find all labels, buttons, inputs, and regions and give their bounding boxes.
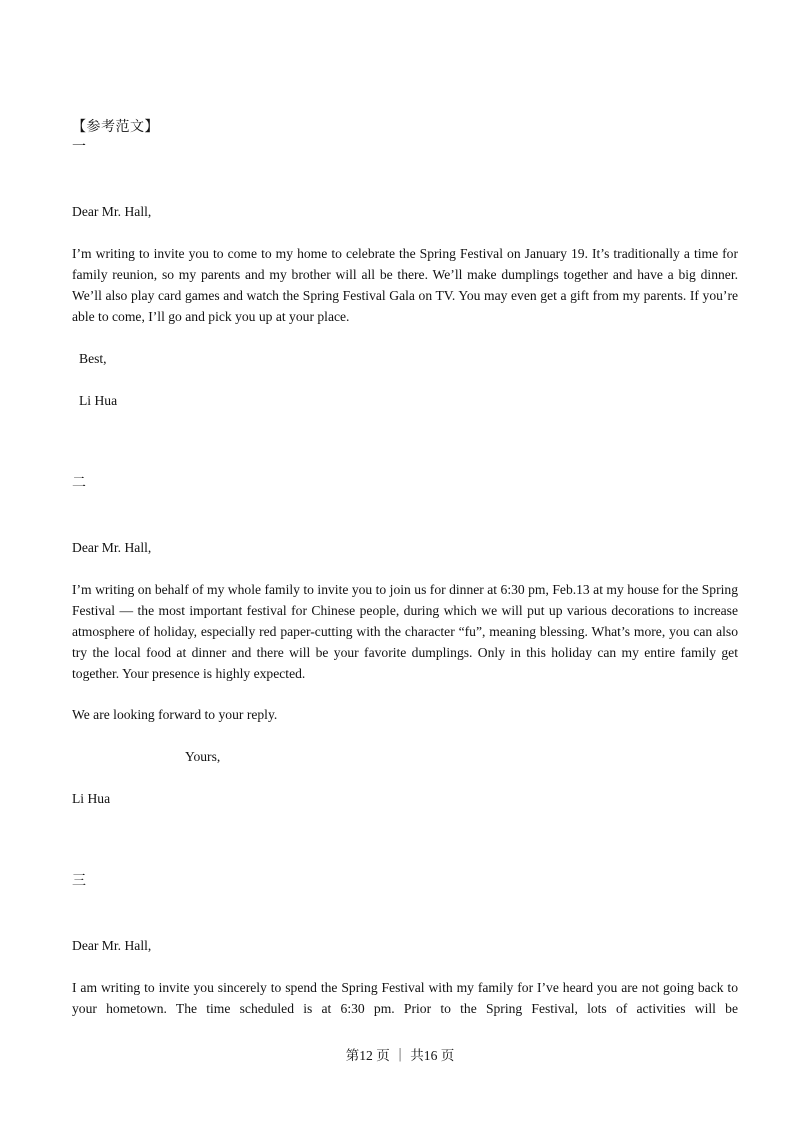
- letter-1-paragraph-1: I’m writing to invite you to come to my home to celebrate the Spring Festival on January 19. It’s traditionally a time for family reunion, so my parents and my brother will all be there. We’ll make dumplings together and have a big dinner. We’ll also play card games and watch the Spring Festival Gala on TV. You may even get a gift from my parents. If you’re able to come, I’ll go and pick you up at your place.: [72, 246, 738, 324]
- letter-2-paragraph-1: I’m writing on behalf of my whole family to invite you to join us for dinner at 6:30 pm, Feb.13 at my house for the Spring Festival — the most important festival for Chinese people, during which we will put up various decorations to increase atmosphere of holiday, especially red paper-cutting with the character “fu”, meaning blessing. What’s more, you can also try the local food at dinner and there will be your favorite dumplings. Only in this holiday can my entire family get together. Your presence is highly expected.: [72, 582, 738, 681]
- letter-1-signature: Li Hua: [79, 393, 118, 408]
- letter-1-numeral: 一: [72, 140, 86, 155]
- page-footer: 第12 页 ｜ 共16 页: [345, 1048, 455, 1063]
- section-heading: 【参考范文】: [72, 120, 159, 135]
- letter-2-signature: Li Hua: [72, 791, 111, 806]
- letter-2-greeting: Dear Mr. Hall,: [72, 540, 152, 555]
- letter-1-closing: Best,: [79, 351, 107, 366]
- letter-2-closing: Yours,: [185, 749, 221, 764]
- letter-3-numeral: 三: [72, 874, 86, 889]
- letter-3-greeting: Dear Mr. Hall,: [72, 938, 152, 953]
- letter-2-numeral: 二: [72, 476, 86, 491]
- letter-1-greeting: Dear Mr. Hall,: [72, 204, 152, 219]
- letter-3-paragraph-1: I am writing to invite you sincerely to spend the Spring Festival with my family for I’ve heard you are not going back to your hometown. The time scheduled is at 6:30 pm. Prior to the Spring Festival, lots of activities will be: [72, 980, 738, 1016]
- letter-2-paragraph-2: We are looking forward to your reply.: [72, 707, 278, 722]
